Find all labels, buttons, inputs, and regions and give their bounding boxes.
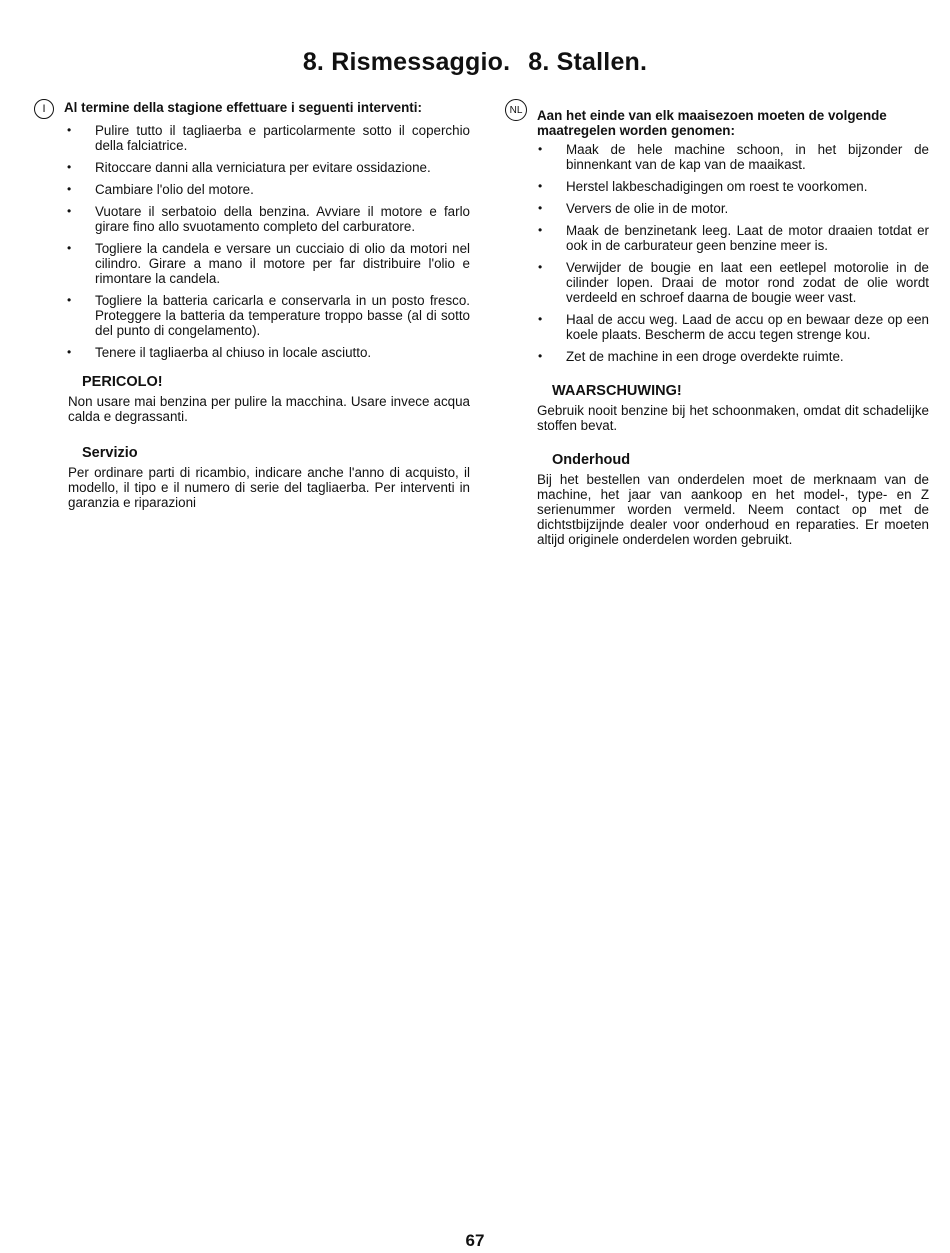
italian-warning-text: Non usare mai benzina per pulire la macchina. Usare invece acqua calda e degrassanti. <box>68 394 470 424</box>
italian-intro-row <box>34 100 470 119</box>
italian-bullet-list <box>34 123 470 360</box>
dutch-intro-row <box>505 100 929 138</box>
list-item: • Herstel lakbeschadigingen om roest te voorkomen. <box>532 179 929 194</box>
italian-service-text: Per ordinare parti di ricambio, indicare anche l'anno di acquisto, il modello, il tipo e il numero di serie del tagliaerba. Per interventi in garanzia e riparazioni <box>68 465 470 510</box>
dutch-column <box>505 100 929 547</box>
list-item: • Verwijder de bougie en laat een eetlepel motorolie in de cilinder lopen. Draai de motor rond zodat de olie wordt verdeeld en schroef daarna de bougie weer vast. <box>532 260 929 305</box>
dutch-warning-title: WAARSCHUWING! <box>552 383 682 399</box>
dutch-intro: Aan het einde van elk maaisezoen moeten de volgende maatregelen worden genomen: <box>537 108 887 138</box>
list-item: • Togliere la candela e versare un cucciaio di olio da motori nel cilindro. Girare a mano il motore per far distribuire l'olio e rimontare la candela. <box>61 241 470 286</box>
list-item: • Maak de hele machine schoon, in het bijzonder de binnenkant van de kap van de maaikast. <box>532 142 929 172</box>
language-badge-dutch: NL <box>505 99 527 121</box>
language-badge-italian: I <box>34 99 54 119</box>
page-number: 67 <box>465 1231 485 1250</box>
dutch-bullet-list <box>505 142 929 364</box>
dutch-service-text: Bij het bestellen van onderdelen moet de merknaam van de machine, het jaar van aankoop en het model-, type- en Z serienummer worden vermeld. Neem contact op met de dichtstbijzijnde dealer voor onderhoud en reparaties. Er moeten altijd originele onderdelen worden gebruikt. <box>537 472 929 547</box>
page-title <box>0 48 950 77</box>
dutch-warning-text: Gebruik nooit benzine bij het schoonmaken, omdat dit schadelijke stoffen bevat. <box>537 403 929 433</box>
list-item: • Zet de machine in een droge overdekte ruimte. <box>532 349 929 364</box>
list-item: • Haal de accu weg. Laad de accu op en bewaar deze op een koele plaats. Bescherm de accu tegen strenge kou. <box>532 312 929 342</box>
list-item: • Cambiare l'olio del motore. <box>61 182 470 197</box>
title-dutch: 8. Stallen. <box>528 48 648 76</box>
list-item: • Tenere il tagliaerba al chiuso in locale asciutto. <box>61 345 470 360</box>
list-item: • Ververs de olie in de motor. <box>532 201 929 216</box>
italian-service-title: Servizio <box>82 445 138 461</box>
list-item: • Pulire tutto il tagliaerba e particolarmente sotto il coperchio della falciatrice. <box>61 123 470 153</box>
list-item: • Vuotare il serbatoio della benzina. Avviare il motore e farlo girare fino allo svuotamento completo del carburatore. <box>61 204 470 234</box>
italian-column <box>34 100 470 510</box>
list-item: • Togliere la batteria caricarla e conservarla in un posto fresco. Proteggere la batteria da temperature troppo basse (al di sotto del punto di congelamento). <box>61 293 470 338</box>
dutch-service-title: Onderhoud <box>552 452 631 468</box>
list-item: • Ritoccare danni alla verniciatura per evitare ossidazione. <box>61 160 470 175</box>
list-item: • Maak de benzinetank leeg. Laat de motor draaien totdat er ook in de carburateur geen benzine meer is. <box>532 223 929 253</box>
italian-warning-title: PERICOLO! <box>82 374 163 390</box>
title-italian: 8. Rismessaggio. <box>302 48 511 76</box>
italian-intro: Al termine della stagione effettuare i seguenti interventi: <box>64 100 422 115</box>
